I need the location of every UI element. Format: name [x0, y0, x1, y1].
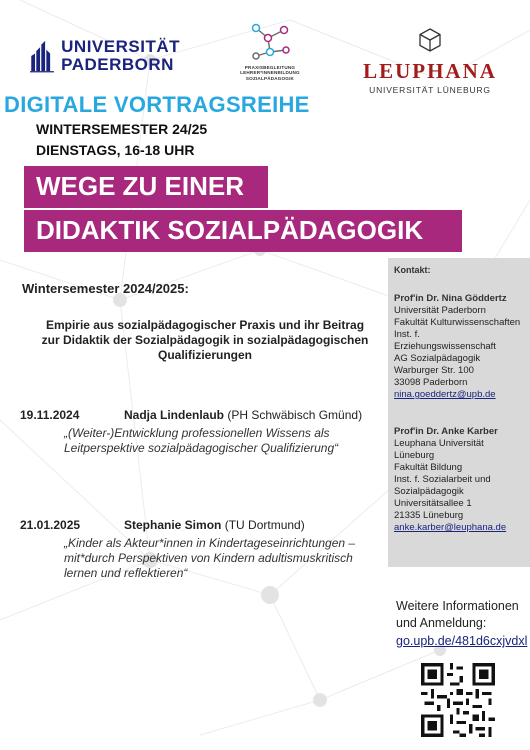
registration-link[interactable]: go.upb.de/481d6cxjvdxl — [396, 634, 528, 648]
contact-line: 33098 Paderborn — [394, 377, 468, 388]
talk-title: „(Weiter-)Entwicklung professionellen Wissens als Leitperspektive sozialpädagogischer Qualifizierung“ — [64, 426, 339, 455]
talk-date: 19.11.2024 — [20, 408, 80, 422]
contact-line: 21335 Lüneburg — [394, 510, 464, 521]
contact-email-link[interactable]: nina.goeddertz@upb.de — [394, 389, 496, 400]
series-topic: Empirie aus sozialpädagogischer Praxis und ihr Beitrag zur Didaktik der Sozialpädagogik in sozialpädagogischen Qualifizierungen — [41, 318, 369, 362]
leuphana-logo — [345, 28, 515, 95]
title-band-line2: DIDAKTIK SOZIALPÄDAGOGIK — [24, 210, 462, 252]
contact-line: Universität Paderborn — [394, 305, 486, 316]
semester-heading: Wintersemester 2024/2025: — [22, 281, 189, 296]
contact-email-link[interactable]: anke.karber@leuphana.de — [394, 522, 507, 533]
more-info-text: Weitere Informationen und Anmeldung: — [396, 599, 519, 630]
contact-line: Inst. f. Sozialarbeit und — [394, 474, 491, 485]
university-paderborn-logo — [30, 28, 180, 84]
contact-line: Fakultät Kulturwissenschaften — [394, 317, 521, 328]
contact-line: Fakultät Bildung — [394, 462, 463, 473]
leuphana-subtitle: UNIVERSITÄT LÜNEBURG — [369, 85, 491, 95]
leuphana-wordmark: LEUPHANA — [363, 59, 497, 83]
semester-line: WINTERSEMESTER 24/25 — [36, 121, 208, 137]
contact-panel — [388, 258, 530, 567]
praxisbegleitung-wordmark: PRAXISBEGLEITUNG LEHRER*INNENBILDUNG SOZIALPÄDAGOGIK — [240, 65, 300, 81]
series-title: DIGITALE VORTRAGSREIHE — [4, 92, 310, 117]
speaker-name: Stephanie Simon — [124, 518, 222, 532]
contact-name: Prof'in Dr. Anke Karber — [394, 426, 498, 437]
speaker-affiliation: (TU Dortmund) — [224, 518, 305, 532]
contact-person-2 — [394, 426, 524, 534]
contact-person-1 — [394, 293, 524, 401]
talk-date: 21.01.2025 — [20, 518, 81, 532]
qr-code-icon[interactable] — [418, 660, 498, 740]
talk-speaker — [124, 518, 305, 532]
praxisbegleitung-logo — [238, 22, 302, 84]
contact-line: AG Sozialpädagogik — [394, 353, 481, 364]
talk-title: „Kinder als Akteur*innen in Kindertageseinrichtungen – mit*durch Perspektiven von Kindern adultismuskritisch lernen und reflektieren“ — [64, 536, 356, 580]
contact-line: Inst. f. Erziehungswissenschaft — [394, 329, 496, 352]
talk-speaker — [124, 408, 362, 422]
contact-name: Prof'in Dr. Nina Göddertz — [394, 293, 507, 304]
contact-heading: Kontakt: — [394, 265, 431, 275]
contact-line: Leuphana Universität Lüneburg — [394, 438, 484, 461]
network-molecule-icon — [248, 22, 292, 60]
leuphana-cube-icon — [419, 28, 441, 52]
time-line: DIENSTAGS, 16-18 UHR — [36, 142, 195, 158]
contact-line: Universitätsallee 1 — [394, 498, 472, 509]
title-band-line1: WEGE ZU EINER — [24, 166, 268, 208]
contact-line: Warburger Str. 100 — [394, 365, 474, 376]
university-paderborn-wordmark: UNIVERSITÄT PADERBORN — [61, 37, 180, 74]
speaker-name: Nadja Lindenlaub — [124, 408, 225, 422]
paderborn-emblem-icon — [30, 30, 55, 82]
contact-line: Sozialpädagogik — [394, 486, 464, 497]
speaker-affiliation: (PH Schwäbisch Gmünd) — [227, 408, 363, 422]
